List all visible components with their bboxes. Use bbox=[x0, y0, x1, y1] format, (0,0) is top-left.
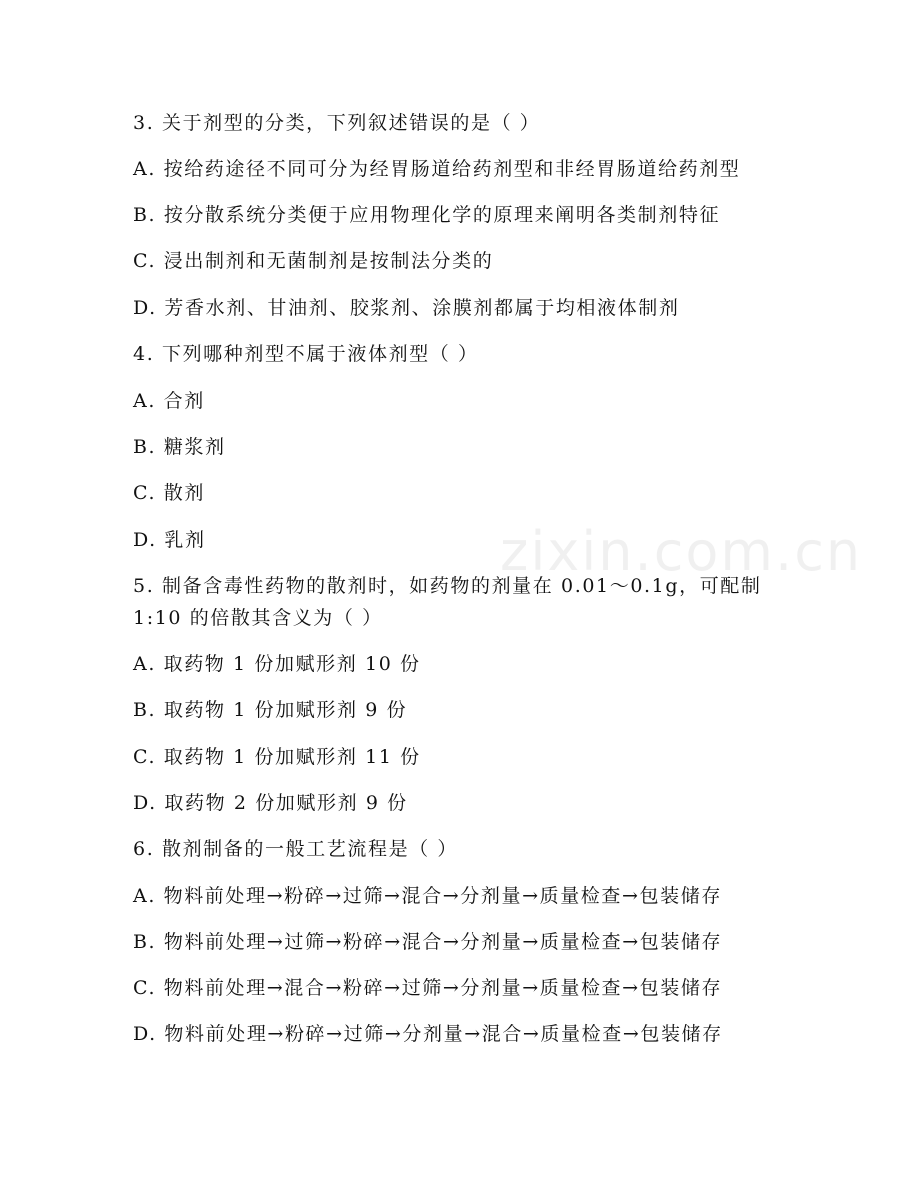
question-5-option-b: B. 取药物 1 份加赋形剂 9 份 bbox=[133, 699, 408, 721]
question-6-option-c: C. 物料前处理→混合→粉碎→过筛→分剂量→质量检查→包装储存 bbox=[133, 977, 723, 999]
question-3-option-a: A. 按给药途径不同可分为经胃肠道给药剂型和非经胃肠道给药剂型 bbox=[133, 158, 741, 180]
question-4-option-c: C. 散剂 bbox=[133, 482, 205, 504]
question-6-option-d: D. 物料前处理→粉碎→过筛→分剂量→混合→质量检查→包装储存 bbox=[133, 1023, 723, 1045]
question-5-option-c: C. 取药物 1 份加赋形剂 11 份 bbox=[133, 746, 421, 768]
question-3-option-d: D. 芳香水剂、甘油剂、胶浆剂、涂膜剂都属于均相液体制剂 bbox=[133, 297, 680, 319]
question-6-option-a: A. 物料前处理→粉碎→过筛→混合→分剂量→质量检查→包装储存 bbox=[133, 885, 722, 907]
question-6-stem: 6. 散剂制备的一般工艺流程是（ ） bbox=[133, 838, 459, 860]
question-6-option-b: B. 物料前处理→过筛→粉碎→混合→分剂量→质量检查→包装储存 bbox=[133, 931, 723, 953]
question-4-option-a: A. 合剂 bbox=[133, 390, 205, 412]
question-5-option-a: A. 取药物 1 份加赋形剂 10 份 bbox=[133, 653, 421, 675]
question-4-option-d: D. 乳剂 bbox=[133, 529, 206, 551]
question-4-option-b: B. 糖浆剂 bbox=[133, 436, 226, 458]
question-4-stem: 4. 下列哪种剂型不属于液体剂型（ ） bbox=[133, 343, 479, 365]
question-3-option-b: B. 按分散系统分类便于应用物理化学的原理来阐明各类制剂特征 bbox=[133, 204, 721, 226]
question-3-option-c: C. 浸出制剂和无菌制剂是按制法分类的 bbox=[133, 250, 494, 272]
question-5-stem-line-2: 1:10 的倍散其含义为（ ） bbox=[133, 607, 383, 629]
watermark: zixin.com.cn bbox=[500, 520, 863, 583]
question-3-stem: 3. 关于剂型的分类，下列叙述错误的是（ ） bbox=[133, 112, 541, 134]
question-5-stem-line-1: 5. 制备含毒性药物的散剂时，如药物的剂量在 0.01～0.1g，可配制 bbox=[133, 575, 762, 597]
question-5-option-d: D. 取药物 2 份加赋形剂 9 份 bbox=[133, 792, 408, 814]
